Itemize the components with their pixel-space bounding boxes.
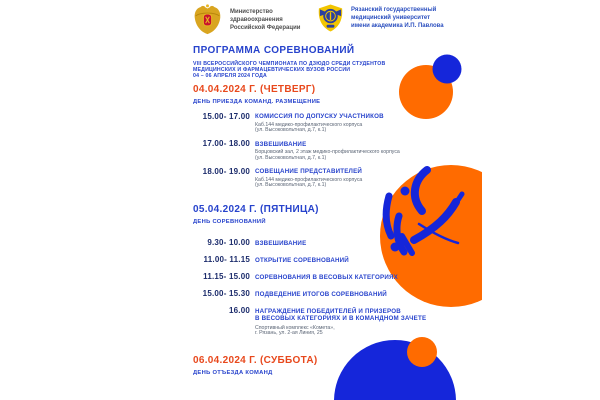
event-detail bbox=[255, 178, 485, 189]
event-name-line: В ВЕСОВЫХ КАТЕГОРИЯХ И В КОМАНДНОМ ЗАЧЕТЕ bbox=[255, 314, 427, 322]
event-time: 17.00- 18.00 bbox=[202, 139, 250, 149]
event-time: 16.00 bbox=[228, 306, 250, 316]
event-name-line: ПОДВЕДЕНИЕ ИТОГОВ СОРЕВНОВАНИЙ bbox=[255, 290, 387, 298]
event-detail bbox=[255, 123, 485, 134]
event-name-line: СОРЕВНОВАНИЯ В ВЕСОВЫХ КАТЕГОРИЯХ bbox=[255, 273, 398, 281]
day-section bbox=[193, 204, 485, 337]
page-title: ПРОГРАММА СОРЕВНОВАНИЙ bbox=[193, 45, 355, 56]
event-info bbox=[255, 167, 485, 189]
event-name-line: ВЗВЕШИВАНИЕ bbox=[255, 239, 307, 247]
day-date-heading: 05.04.2024 Г. (ПЯТНИЦА) bbox=[193, 204, 319, 216]
event-name bbox=[255, 240, 485, 247]
event-detail-line: Каб.144 медико-профилактического корпуса bbox=[255, 176, 363, 183]
program-content bbox=[193, 45, 485, 377]
subtitle-line: МЕДИЦИНСКИХ И ФАРМАЦЕВТИЧЕСКИХ ВУЗОВ РОССИИ bbox=[193, 67, 351, 73]
event-detail bbox=[255, 150, 485, 161]
event-name bbox=[255, 141, 485, 148]
event-detail-line: (ул. Высоковольтная, д.7, к.1) bbox=[255, 127, 327, 134]
event-time: 15.00- 17.00 bbox=[202, 111, 250, 121]
russian-coat-of-arms-eagle-icon bbox=[192, 3, 223, 36]
event-info bbox=[255, 289, 485, 298]
event-row bbox=[193, 112, 485, 134]
event-name bbox=[255, 257, 485, 264]
day-date-heading: 06.04.2024 Г. (СУББОТА) bbox=[193, 354, 318, 366]
event-name bbox=[255, 113, 485, 120]
event-detail-line: г. Рязань, ул. 2-ая Линия, 25 bbox=[255, 330, 323, 337]
event-row bbox=[193, 238, 485, 247]
event-row bbox=[193, 167, 485, 189]
day-label: ДЕНЬ ПРИЕЗДА КОМАНД. РАЗМЕЩЕНИЕ bbox=[193, 99, 321, 105]
event-time: 9.30- 10.00 bbox=[207, 238, 250, 248]
event-info bbox=[255, 272, 485, 281]
event-time: 11.00- 11.15 bbox=[203, 255, 250, 265]
event-row bbox=[193, 272, 485, 281]
day-date-heading: 04.04.2024 Г. (ЧЕТВЕРГ) bbox=[193, 84, 316, 95]
event-name bbox=[255, 274, 485, 281]
event-detail-line: (ул. Высоковольтная, д.7, к.1) bbox=[255, 182, 327, 189]
event-name bbox=[255, 168, 485, 175]
university-crest-icon bbox=[317, 3, 344, 33]
day-events bbox=[193, 112, 485, 190]
event-detail-line: Каб.144 медико-профилактического корпуса bbox=[255, 121, 363, 128]
event-detail-line: Спортивный комплекс «Комета», bbox=[255, 324, 335, 331]
days bbox=[193, 84, 485, 377]
event-name-line: КОМИССИЯ ПО ДОПУСКУ УЧАСТНИКОВ bbox=[255, 113, 384, 120]
university-line: имени академика И.П. Павлова bbox=[351, 23, 444, 29]
day-events bbox=[193, 238, 485, 337]
event-name bbox=[255, 308, 485, 322]
event-row bbox=[193, 139, 485, 161]
university-line: Рязанский государственный bbox=[351, 7, 437, 13]
event-info bbox=[255, 306, 485, 337]
event-info bbox=[255, 238, 485, 247]
event-info bbox=[255, 112, 485, 134]
day-section bbox=[193, 84, 485, 189]
ministry-line: Министерство bbox=[230, 8, 273, 15]
event-row bbox=[193, 289, 485, 298]
event-row bbox=[193, 255, 485, 264]
ministry-line: здравоохранения bbox=[230, 16, 283, 23]
event-name bbox=[255, 291, 485, 298]
program-subtitle bbox=[193, 61, 485, 79]
event-time: 18.00- 19.00 bbox=[202, 166, 250, 176]
ministry-line: Российской Федерации bbox=[230, 24, 301, 31]
ministry-header bbox=[192, 3, 300, 36]
event-info bbox=[255, 255, 485, 264]
day-label: ДЕНЬ СОРЕВНОВАНИЙ bbox=[193, 219, 266, 226]
subtitle-line: 04 – 06 АПРЕЛЯ 2024 ГОДА bbox=[193, 73, 267, 79]
day-section bbox=[193, 355, 485, 377]
event-name-line: СОВЕЩАНИЕ ПРЕДСТАВИТЕЛЕЙ bbox=[255, 168, 363, 176]
day-label: ДЕНЬ ОТЪЕЗДА КОМАНД bbox=[193, 369, 273, 376]
event-time: 11.15- 15.00 bbox=[203, 272, 250, 282]
subtitle-line: VIII ВСЕРОССИЙСКОГО ЧЕМПИОНАТА ПО ДЗЮДО СРЕДИ СТУДЕНТОВ bbox=[193, 61, 386, 67]
event-name-line: ОТКРЫТИЕ СОРЕВНОВАНИЙ bbox=[255, 256, 349, 264]
event-detail-line: Борцовский зал, 2 этаж медико-профилактического корпуса bbox=[255, 149, 400, 156]
event-detail bbox=[255, 326, 485, 337]
event-name-line: НАГРАЖДЕНИЕ ПОБЕДИТЕЛЕЙ И ПРИЗЕРОВ bbox=[255, 307, 401, 315]
event-detail-line: (ул. Высоковольтная, д.7, к.1) bbox=[255, 154, 327, 161]
university-line: медицинский университет bbox=[351, 15, 431, 21]
event-time: 15.00- 15.30 bbox=[202, 289, 250, 299]
event-name-line: ВЗВЕШИВАНИЕ bbox=[255, 140, 307, 148]
university-header bbox=[317, 3, 444, 33]
event-info bbox=[255, 139, 485, 161]
ministry-text bbox=[230, 8, 300, 32]
event-row bbox=[193, 306, 485, 337]
university-text bbox=[351, 6, 444, 30]
